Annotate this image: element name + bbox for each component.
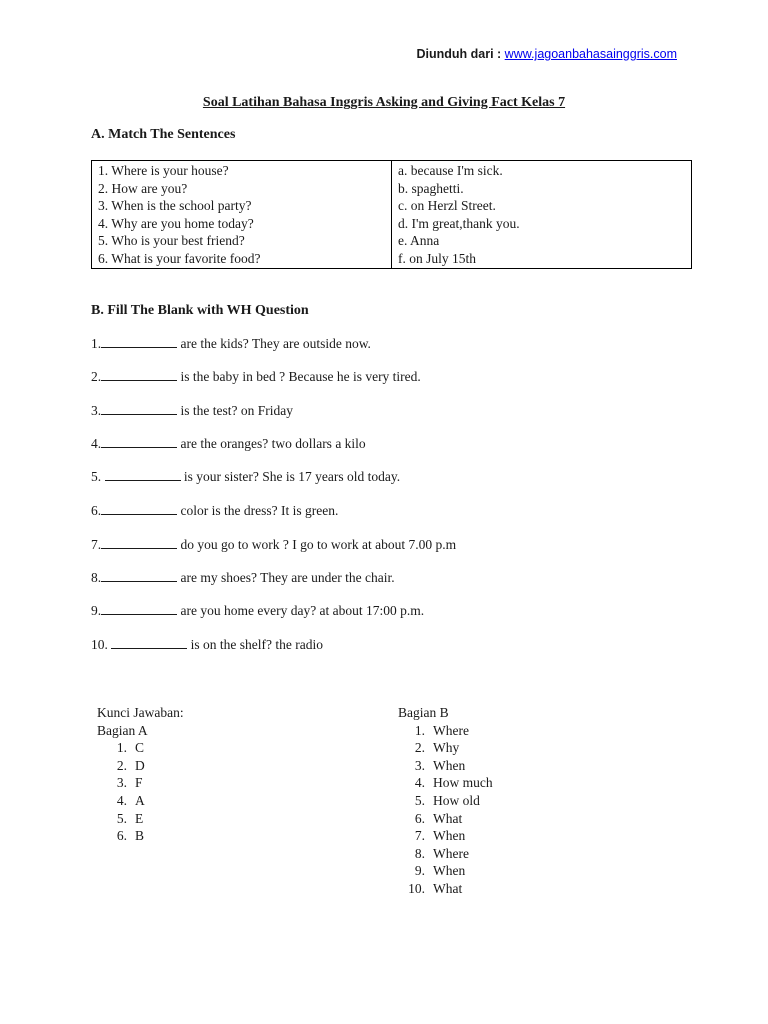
key-number: 10. [408, 880, 425, 896]
key-item [97, 792, 184, 810]
key-value: B [135, 828, 145, 844]
section-a-heading: A. Match The Sentences [91, 127, 236, 142]
key-value: When [433, 757, 466, 773]
item-number: 10. [91, 637, 112, 652]
key-value: Where [433, 722, 469, 738]
answer-key-part-a [97, 704, 184, 845]
item-number: 5. [91, 469, 105, 484]
key-item [398, 810, 493, 828]
answer-blank[interactable] [111, 637, 187, 649]
source-line [416, 47, 677, 61]
fill-item [91, 403, 293, 419]
item-number: 9. [91, 603, 102, 618]
key-value: How much [433, 775, 493, 791]
key-number: 5. [414, 792, 425, 808]
source-label: Diunduh dari : [416, 47, 502, 61]
item-number: 1. [91, 336, 102, 351]
key-value: When [433, 863, 466, 879]
item-number: 6. [91, 503, 102, 518]
part-a-label: Bagian A [97, 722, 148, 738]
key-item [398, 880, 493, 898]
answer-key-part-b [398, 704, 493, 898]
item-text: are my shoes? They are under the chair. [177, 570, 395, 585]
item-text: are the kids? They are outside now. [177, 336, 371, 351]
item-text: are you home every day? at about 17:00 p.m. [177, 603, 425, 618]
item-text: color is the dress? It is green. [177, 503, 339, 518]
key-number: 2. [116, 757, 127, 773]
item-text: is your sister? She is 17 years old today. [180, 469, 401, 484]
key-number: 7. [414, 828, 425, 844]
item-number: 8. [91, 570, 102, 585]
key-number: 4. [116, 792, 127, 808]
key-item [97, 739, 184, 757]
answer-item: b. spaghetti. [398, 180, 464, 196]
fill-item [91, 537, 456, 553]
answer-item: f. on July 15th [398, 250, 477, 266]
answer-blank[interactable] [101, 369, 177, 381]
answer-blank[interactable] [101, 403, 177, 415]
key-value: How old [433, 792, 480, 808]
key-value: A [135, 792, 145, 808]
answer-blank[interactable] [101, 570, 177, 582]
answer-key-title: Kunci Jawaban: [97, 705, 184, 720]
key-number: 3. [116, 775, 127, 791]
key-value: Why [433, 740, 460, 756]
match-table [91, 160, 692, 269]
key-item [398, 845, 493, 863]
question-item: 6. What is your favorite food? [98, 250, 261, 266]
fill-item [91, 369, 421, 385]
question-item: 2. How are you? [98, 180, 188, 196]
key-item [398, 757, 493, 775]
key-number: 8. [414, 845, 425, 861]
fill-item [91, 637, 323, 653]
fill-item [91, 603, 424, 619]
answer-blank[interactable] [101, 603, 177, 615]
item-text: are the oranges? two dollars a kilo [177, 436, 366, 451]
key-number: 1. [414, 722, 425, 738]
item-number: 2. [91, 369, 102, 384]
item-text: do you go to work ? I go to work at about 7.00 p.m [177, 537, 457, 552]
page-title: Soal Latihan Bahasa Inggris Asking and Giving Fact Kelas 7 [202, 95, 566, 110]
key-item [398, 862, 493, 880]
question-item: 1. Where is your house? [98, 163, 229, 178]
item-number: 3. [91, 403, 102, 418]
section-b-heading: B. Fill The Blank with WH Question [91, 303, 309, 318]
key-item [97, 757, 184, 775]
key-item [97, 774, 184, 792]
question-item: 4. Why are you home today? [98, 215, 254, 231]
answer-blank[interactable] [101, 436, 177, 448]
answers-column [392, 161, 691, 268]
key-item [97, 827, 184, 845]
answer-blank[interactable] [101, 336, 177, 348]
answer-item: c. on Herzl Street. [398, 198, 496, 214]
source-link[interactable]: www.jagoanbahasainggris.com [504, 47, 677, 61]
item-text: is the test? on Friday [177, 403, 293, 418]
answer-blank[interactable] [101, 503, 177, 515]
key-value: What [433, 810, 463, 826]
key-item [398, 827, 493, 845]
key-number: 6. [116, 828, 127, 844]
question-item: 5. Who is your best friend? [98, 233, 245, 249]
fill-item [91, 570, 395, 586]
key-number: 1. [116, 740, 127, 756]
question-item: 3. When is the school party? [98, 198, 252, 214]
key-number: 4. [414, 775, 425, 791]
fill-item [91, 469, 400, 485]
key-number: 2. [414, 740, 425, 756]
item-number: 7. [91, 537, 102, 552]
answer-blank[interactable] [105, 469, 181, 481]
key-value: E [135, 810, 144, 826]
fill-item [91, 336, 371, 352]
key-number: 9. [414, 863, 425, 879]
key-value: F [135, 775, 143, 791]
key-value: When [433, 828, 466, 844]
item-text: is on the shelf? the radio [187, 637, 323, 652]
key-value: Where [433, 845, 469, 861]
key-value: C [135, 740, 145, 756]
item-text: is the baby in bed ? Because he is very tired. [177, 369, 421, 384]
questions-column [92, 161, 392, 268]
key-number: 3. [414, 757, 425, 773]
key-number: 5. [116, 810, 127, 826]
key-item [398, 739, 493, 757]
fill-item [91, 436, 366, 452]
answer-item: d. I'm great,thank you. [398, 215, 520, 231]
fill-item [91, 503, 338, 519]
key-value: What [433, 880, 463, 896]
key-value: D [135, 757, 145, 773]
key-item [398, 792, 493, 810]
part-b-label: Bagian B [398, 705, 449, 720]
answer-blank[interactable] [101, 537, 177, 549]
key-number: 6. [414, 810, 425, 826]
answer-item: e. Anna [398, 233, 440, 249]
answer-item: a. because I'm sick. [398, 163, 503, 178]
key-item [97, 810, 184, 828]
key-item [398, 774, 493, 792]
item-number: 4. [91, 436, 102, 451]
key-item [398, 722, 493, 740]
